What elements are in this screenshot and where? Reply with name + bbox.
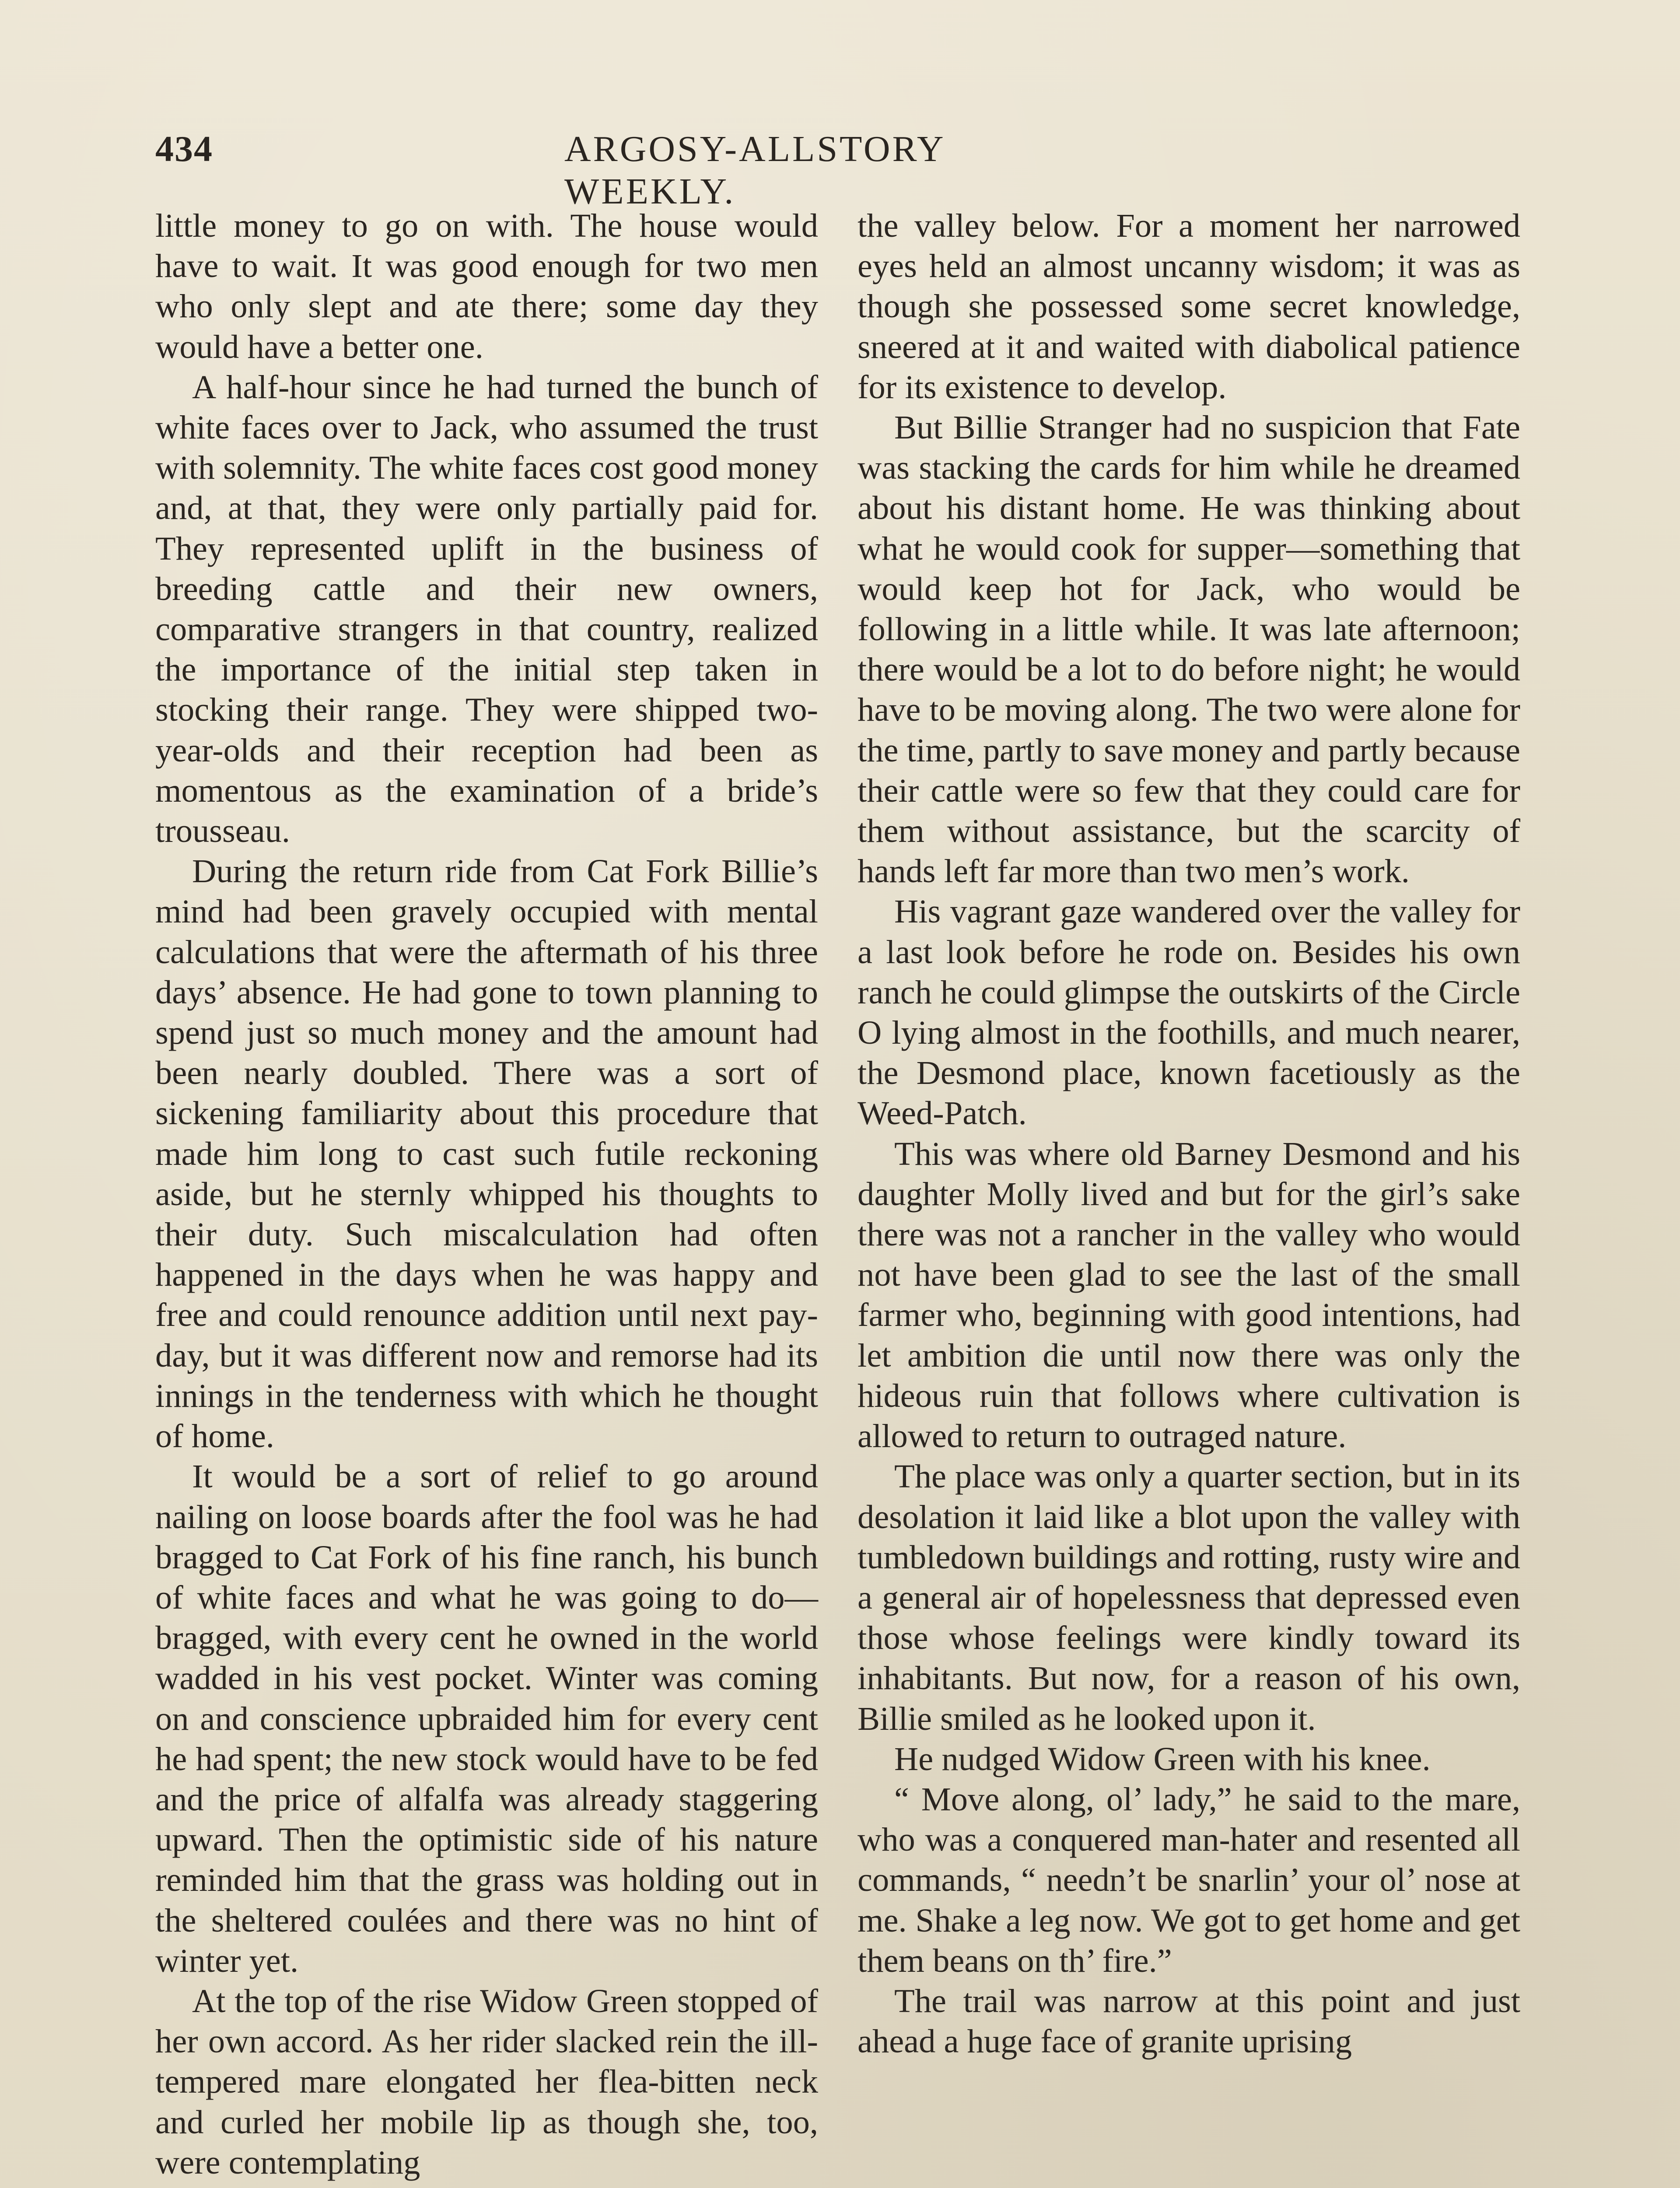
right-column [858,206,1520,2062]
paragraph: A half-hour since he had turned the bunch of white faces over to Jack, who assumed the trust with solemnity. The white faces cost good money and, at that, they were only partially paid for. They represented uplift in the business of breeding cattle and their new owners, comparative strangers in that country, realized the importance of the initial step taken in stocking their range. They were shipped two-year-olds and their reception had been as momentous as the examination of a bride’s trousseau. [155,368,818,850]
paragraph: He nudged Widow Green with his knee. [894,1740,1431,1778]
paragraph: the valley below. For a moment her narrowed eyes held an almost uncanny wisdom; it was as though she possessed some secret knowledge, sneered at it and waited with diabolical patience for its existence to develop. [858,207,1520,406]
page-header [155,128,1118,212]
page-number: 434 [155,129,213,169]
paragraph: But Billie Stranger had no suspicion that Fate was stacking the cards for him while he dreamed about his distant home. He was thinking about what he would cook for supper—something that would keep hot for Jack, who would be following in a little while. It was late afternoon; there would be a lot to do before night; he would have to be moving along. The two were alone for the time, partly to save money and partly because their cattle were so few that they could care for them without assistance, but the scarcity of hands left far more than two men’s work. [858,409,1520,890]
paragraph: The place was only a quarter section, but in its desolation it laid like a blot upon the valley with tumbledown buildings and rotting, rusty wire and a general air of hopelessness that depressed even those whose feelings were kindly toward its inhabitants. But now, for a reason of his own, Billie smiled as he looked upon it. [858,1458,1520,1737]
running-title: ARGOSY-ALLSTORY WEEKLY. [564,129,945,212]
paragraph: It would be a sort of relief to go around nailing on loose boards after the fool was he had bragged to Cat Fork of his fine ranch, his bunch of white faces and what he was going to do—bragged, with every cent he owned in the world wadded in his vest pocket. Winter was coming on and conscience upbraided him for every cent he had spent; the new stock would have to be fed and the price of alfalfa was already staggering upward. Then the optimistic side of his nature reminded him that the grass was holding out in the sheltered coulées and there was no hint of winter yet. [155,1458,818,1979]
left-column [155,206,818,2183]
paragraph: little money to go on with. The house would have to wait. It was good enough for two men who only slept and ate there; some day they would have a better one. [155,207,818,365]
paragraph: The trail was narrow at this point and just ahead a huge face of granite uprising [858,1982,1520,2060]
paragraph: This was where old Barney Desmond and his daughter Molly lived and but for the girl’s sake there was not a rancher in the valley who would not have been glad to see the last of the small farmer who, beginning with good intentions, had let ambition die until now there was only the hideous ruin that follows where cultivation is allowed to return to outraged nature. [858,1135,1520,1455]
paragraph: During the return ride from Cat Fork Billie’s mind had been gravely occupied with mental calculations that were the aftermath of his three days’ absence. He had gone to town planning to spend just so much money and the amount had been nearly doubled. There was a sort of sickening familiarity about this procedure that made him long to cast such futile reckoning aside, but he sternly whipped his thoughts to their duty. Such miscalculation had often happened in the days when he was happy and free and could renounce addition until next pay-day, but it was different now and remorse had its innings in the tenderness with which he thought of home. [155,852,818,1455]
paragraph: “ Move along, ol’ lady,” he said to the mare, who was a conquered man-hater and resented all commands, “ needn’t be snarlin’ your ol’ nose at me. Shake a leg now. We got to get home and get them beans on th’ fire.” [858,1780,1520,1979]
paragraph: At the top of the rise Widow Green stopped of her own accord. As her rider slacked rein the ill-tempered mare elongated her flea-bitten neck and curled her mobile lip as though she, too, were contemplating [155,1982,818,2181]
paragraph: His vagrant gaze wandered over the valley for a last look before he rode on. Besides his own ranch he could glimpse the outskirts of the Circle O lying almost in the foothills, and much nearer, the Desmond place, known facetiously as the Weed-Patch. [858,893,1520,1132]
